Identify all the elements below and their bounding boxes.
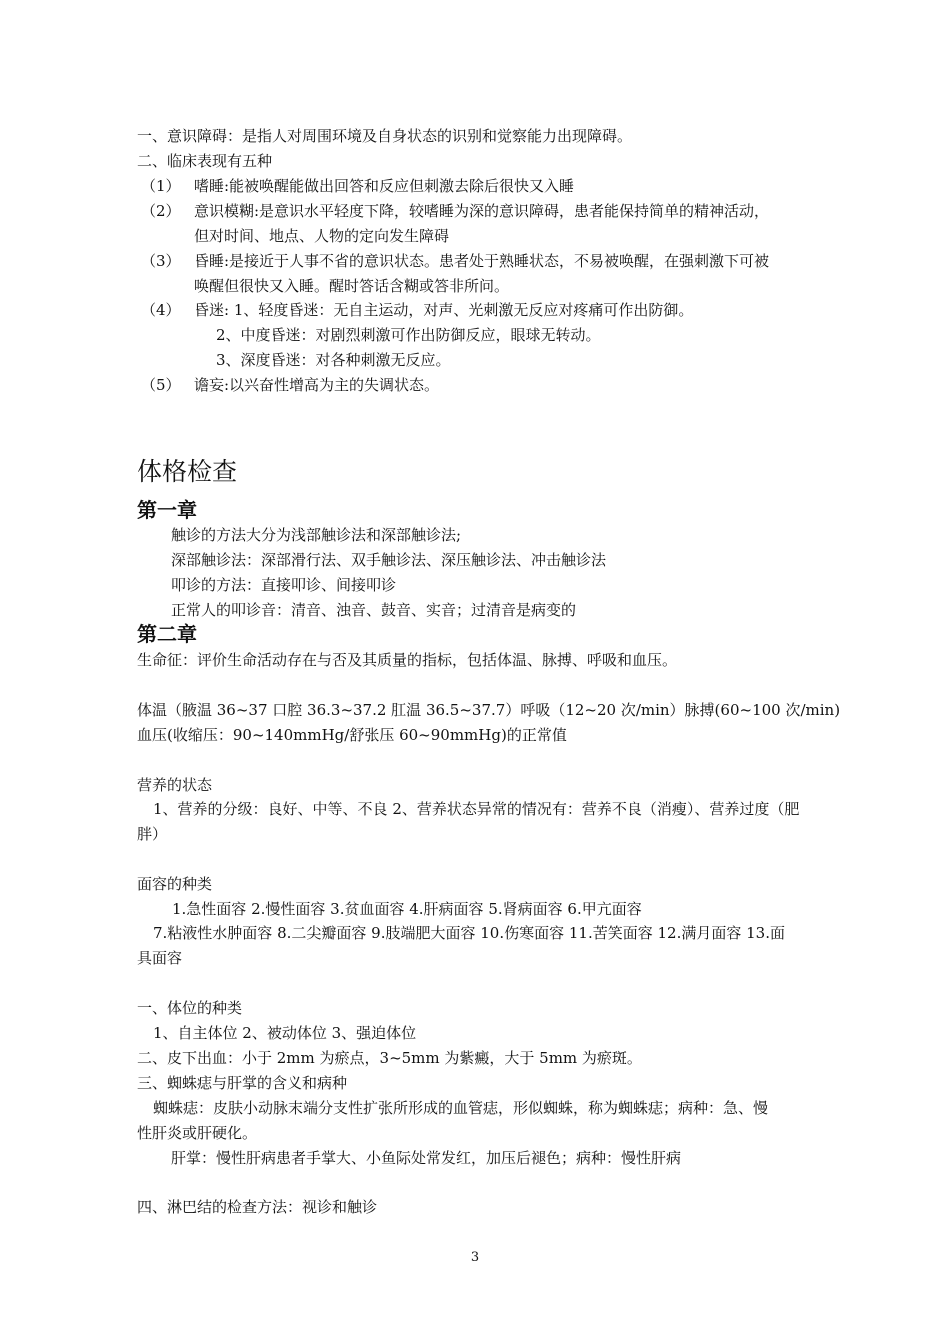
chapter-1-title: 第一章 — [137, 498, 197, 522]
face-types-continued: 7.粘液性水肿面容 8.二尖瓣面容 9.肢端肥大面容 10.伤寒面容 11.苦笑面容 12.满月面容 13.面 — [153, 924, 785, 942]
face-types-end: 具面容 — [137, 949, 183, 967]
item-number: （3） — [141, 252, 181, 270]
deep-palpation: 深部触诊法：深部滑行法、双手触诊法、深压触诊法、冲击触诊法 — [171, 551, 607, 569]
percussion-methods: 叩诊的方法：直接叩诊、间接叩诊 — [171, 576, 397, 594]
spider-nevus: 蜘蛛痣：皮肤小动脉末端分支性扩张所形成的血管痣，形似蜘蛛，称为蜘蛛痣；病种：急、慢 — [153, 1099, 769, 1117]
spider-heading: 三、蜘蛛痣与肝掌的含义和病种 — [137, 1074, 348, 1092]
item-text: 嗜睡:能被唤醒能做出回答和反应但刺激去除后很快又入睡 — [194, 177, 575, 195]
lymph-node-exam: 四、淋巴结的检查方法：视诊和触诊 — [137, 1198, 378, 1216]
coma-moderate: 2、中度昏迷：对剧烈刺激可作出防御反应，眼球无转动。 — [216, 326, 601, 344]
liver-palm: 肝掌：慢性肝病患者手掌大、小鱼际处常发红，加压后褪色；病种：慢性肝病 — [171, 1149, 682, 1167]
posture-types: 1、自主体位 2、被动体位 3、强迫体位 — [153, 1024, 417, 1042]
chapter-2-title: 第二章 — [137, 622, 197, 646]
face-types: 1.急性面容 2.慢性面容 3.贫血面容 4.肝病面容 5.肾病面容 6.甲亢面容 — [172, 900, 642, 918]
normal-values: 体温（腋温 36~37 口腔 36.3~37.2 肛温 36.5~37.7）呼吸（12~20 次/min）脉搏(60~100 次/min) — [137, 701, 841, 719]
subcutaneous-bleeding: 二、皮下出血：小于 2mm 为瘀点，3~5mm 为紫癜，大于 5mm 为瘀斑。 — [137, 1049, 642, 1067]
posture-heading: 一、体位的种类 — [137, 999, 243, 1017]
normal-values-continued: 血压(收缩压：90~140mmHg/舒张压 60~90mmHg)的正常值 — [137, 726, 567, 744]
spider-nevus-continued: 性肝炎或肝硬化。 — [137, 1124, 258, 1142]
consciousness-definition: 一、意识障碍：是指人对周围环境及自身状态的识别和觉察能力出现障碍。 — [137, 127, 633, 145]
item-text: 昏睡:是接近于人事不省的意识状态。患者处于熟睡状态，不易被唤醒，在强刺激下可被 — [194, 252, 770, 270]
vital-signs: 生命征：评价生命活动存在与否及其质量的指标，包括体温、脉搏、呼吸和血压。 — [137, 651, 678, 669]
percussion-sounds: 正常人的叩诊音：清音、浊音、鼓音、实音；过清音是病变的 — [171, 601, 577, 619]
nutrition-text: 1、营养的分级：良好、中等、不良 2、营养状态异常的情况有：营养不良（消瘦）、营养过度（肥 — [153, 800, 800, 818]
clinical-heading: 二、临床表现有五种 — [137, 152, 273, 170]
item-text-continued: 但对时间、地点、人物的定向发生障碍 — [194, 227, 450, 245]
item-text-continued: 唤醒但很快又入睡。醒时答话含糊或答非所问。 — [194, 277, 510, 295]
item-text: 昏迷: 1、轻度昏迷：无自主运动，对声、光刺激无反应对疼痛可作出防御。 — [194, 301, 694, 319]
nutrition-text-continued: 胖） — [137, 825, 168, 843]
face-heading: 面容的种类 — [137, 875, 213, 893]
item-number: （2） — [141, 202, 181, 220]
coma-deep: 3、深度昏迷：对各种刺激无反应。 — [216, 351, 451, 369]
item-text: 意识模糊:是意识水平轻度下降，较嗜睡为深的意识障碍，患者能保持简单的精神活动， — [194, 202, 770, 220]
page-number: 3 — [470, 1250, 480, 1265]
palpation-methods: 触诊的方法大分为浅部触诊法和深部触诊法; — [171, 526, 462, 544]
item-number: （4） — [141, 301, 181, 319]
section-title: 体格检查 — [137, 457, 238, 486]
item-number: （1） — [141, 177, 181, 195]
nutrition-heading: 营养的状态 — [137, 776, 213, 794]
item-number: （5） — [141, 376, 181, 394]
item-text: 谵妄:以兴奋性增高为主的失调状态。 — [194, 376, 440, 394]
